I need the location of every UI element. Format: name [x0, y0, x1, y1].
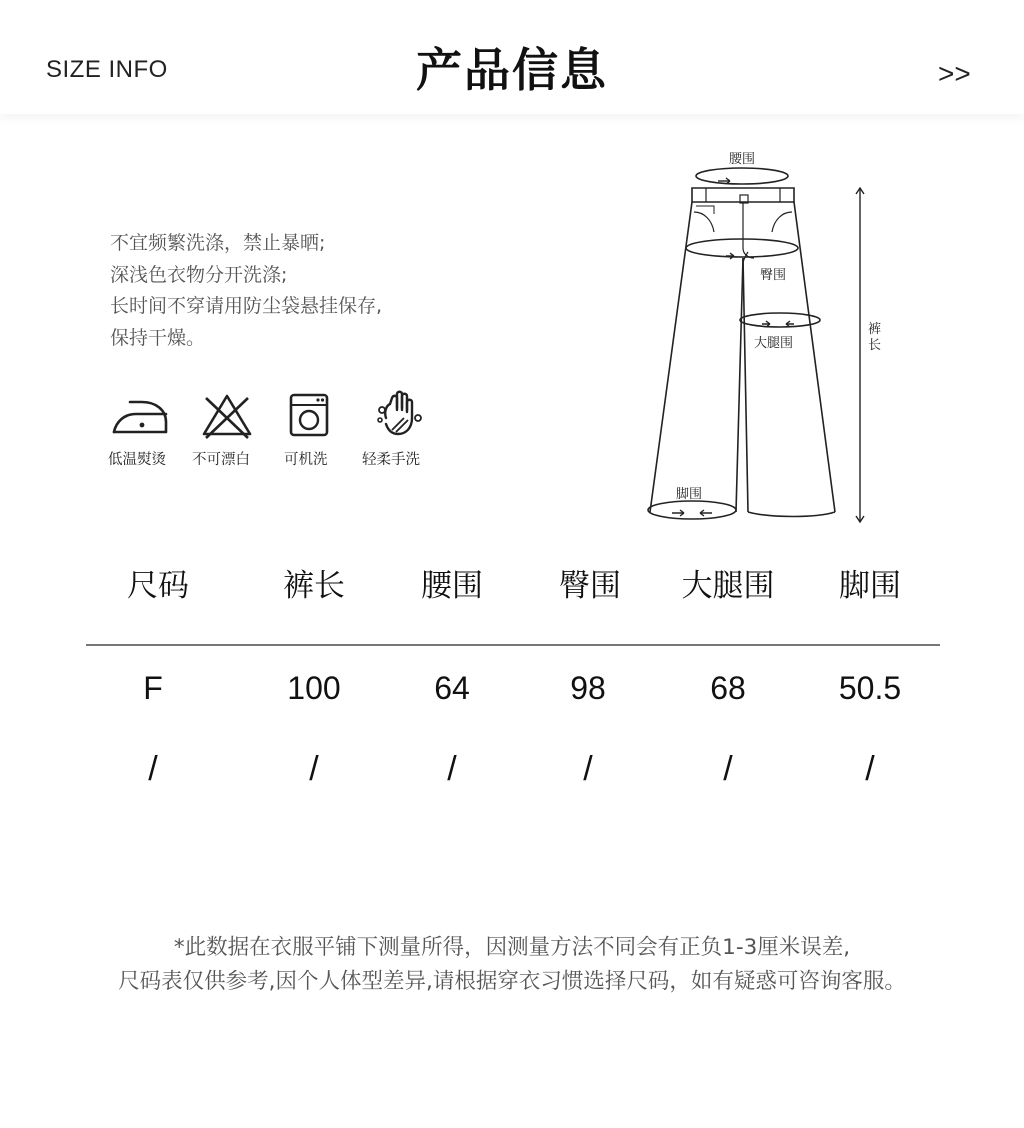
care-line: 不宜频繁洗涤，禁止暴晒;	[110, 232, 326, 254]
measurement-note-line2: 尺码表仅供参考,因个人体型差异,请根据穿衣习惯选择尺码，如有疑惑可咨询客服。	[118, 969, 906, 994]
table-divider	[86, 644, 940, 646]
no-bleach-icon	[200, 392, 254, 440]
next-arrows[interactable]: >>	[938, 58, 971, 89]
machine-wash-label: 可机洗	[284, 452, 328, 468]
length-label-bottom: 长	[868, 338, 882, 353]
cell-size-2: /	[148, 750, 158, 788]
cell-hip: 98	[570, 670, 606, 706]
hand-wash-icon	[374, 388, 426, 440]
hand-wash-label: 轻柔手洗	[362, 452, 420, 468]
cell-waist: 64	[434, 670, 470, 706]
header-hip: 臀围	[559, 568, 621, 604]
cell-hem: 50.5	[838, 670, 902, 706]
cell-hem-2: /	[865, 750, 875, 788]
cell-hip-2: /	[583, 750, 593, 788]
header-hem: 脚围	[839, 568, 901, 604]
care-instructions	[110, 228, 382, 354]
header-length: 裤长	[283, 568, 345, 604]
care-line: 长时间不穿请用防尘袋悬挂保存,	[110, 295, 383, 317]
no-bleach-label: 不可漂白	[192, 452, 250, 468]
hem-label: 脚围	[676, 487, 703, 502]
iron-icon	[110, 396, 170, 438]
cell-waist-2: /	[447, 750, 457, 788]
cell-length: 100	[287, 670, 341, 706]
care-line: 保持干燥。	[110, 326, 206, 349]
cell-length-2: /	[309, 750, 319, 788]
header-waist: 腰围	[421, 568, 483, 604]
cell-size: F	[143, 670, 163, 706]
care-line: 深浅色衣物分开洗涤;	[110, 263, 288, 286]
iron-label: 低温熨烫	[108, 452, 166, 468]
page-title: 产品信息	[416, 43, 608, 97]
size-info-title: SIZE INFO	[46, 56, 168, 83]
washing-machine-icon	[288, 392, 330, 438]
header-bar	[0, 0, 1024, 114]
header-thigh: 大腿围	[681, 568, 775, 604]
cell-thigh: 68	[710, 670, 746, 706]
length-label-top: 裤	[868, 322, 882, 337]
header-size: 尺码	[127, 568, 189, 604]
pants-diagram	[630, 140, 890, 544]
hip-label: 臀围	[760, 268, 787, 283]
measurement-note-line1: *此数据在衣服平铺下测量所得，因测量方法不同会有正负1-3厘米误差,	[173, 935, 851, 960]
cell-thigh-2: /	[723, 750, 733, 788]
thigh-label: 大腿围	[754, 336, 794, 351]
waist-label: 腰围	[729, 152, 756, 167]
